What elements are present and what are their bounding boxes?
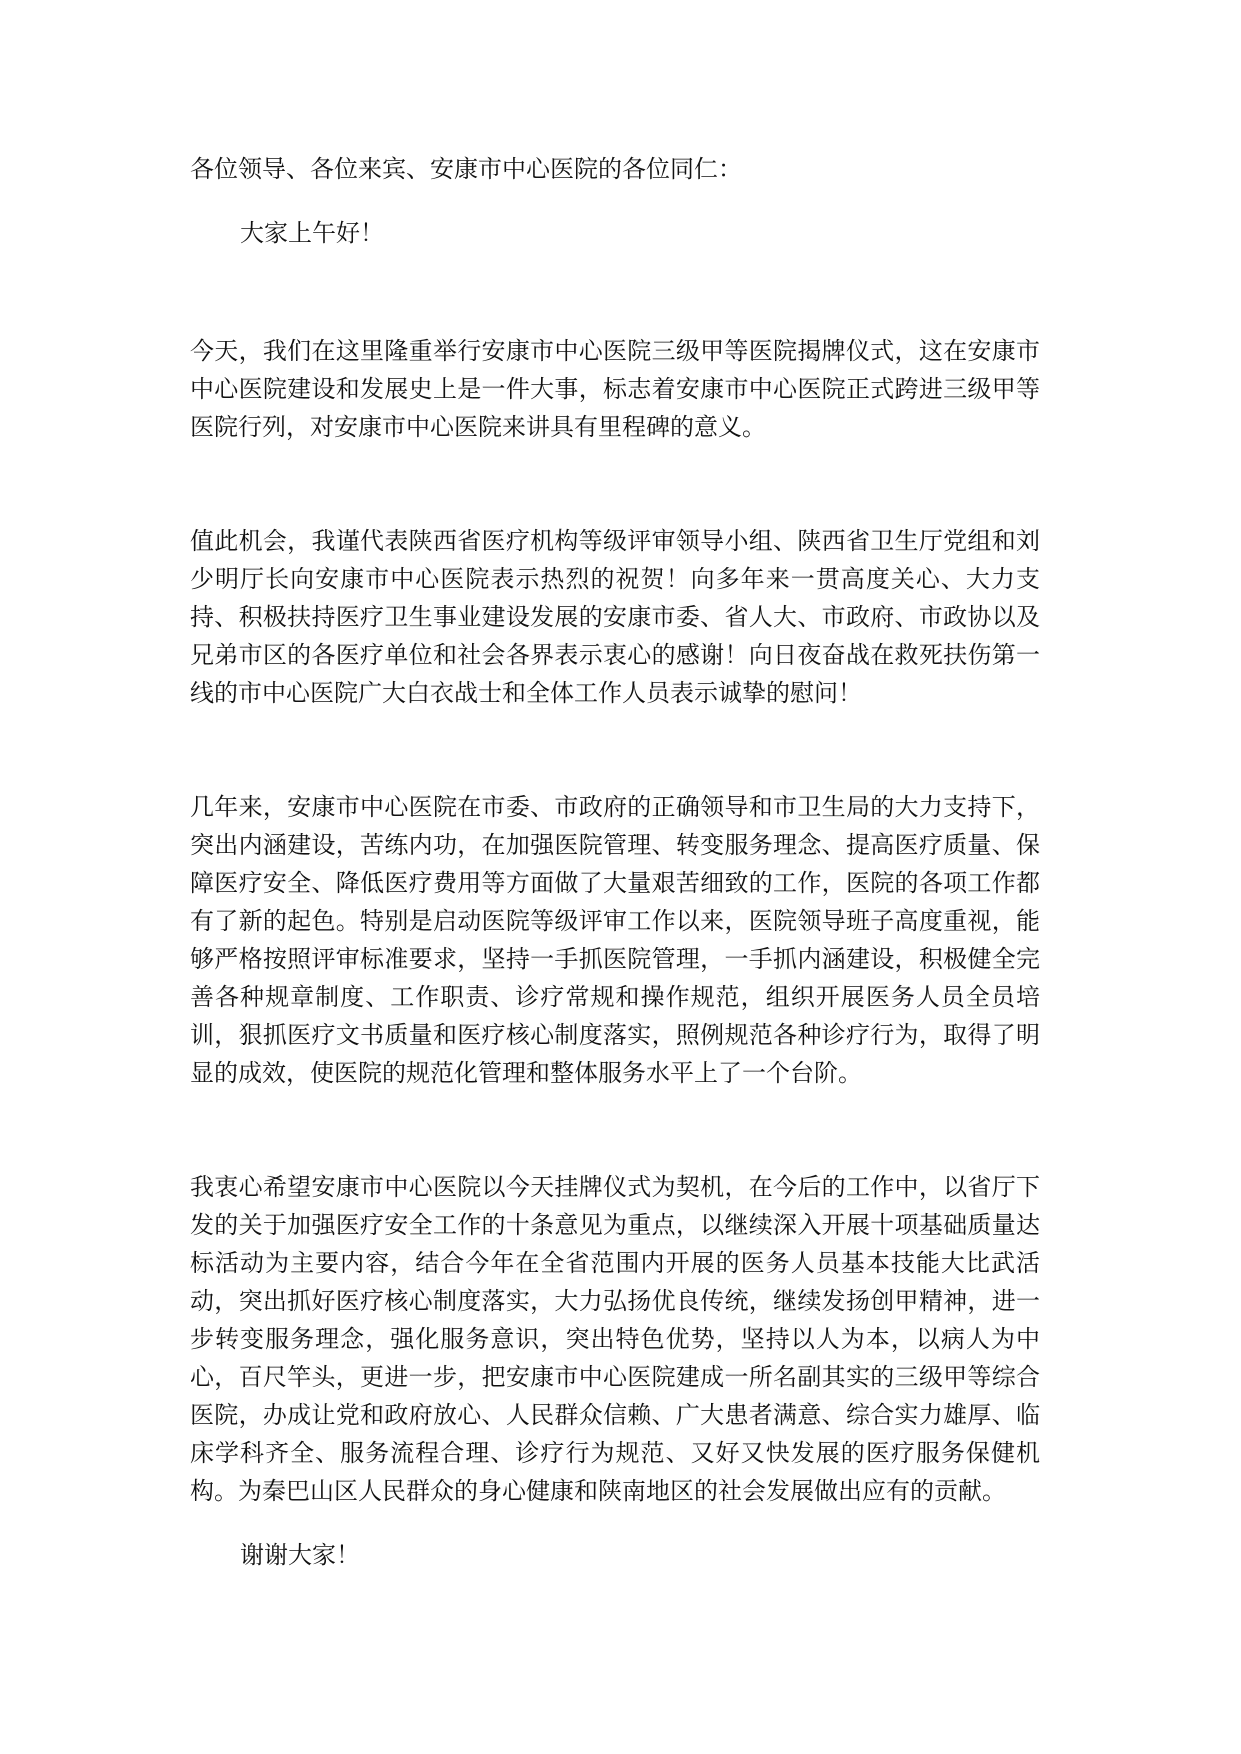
paragraph-3: 几年来，安康市中心医院在市委、市政府的正确领导和市卫生局的大力支持下，突出内涵建设，苦练内功，在加强医院管理、转变服务理念、提高医疗质量、保障医疗安全、降低医疗费用等方面做了大量艰苦细致的工作，医院的各项工作都有了新的起色。特别是启动医院等级评审工作以来，医院领导班子高度重视，能够严格按照评审标准要求，坚持一手抓医院管理，一手抓内涵建设，积极健全完善各种规章制度、工作职责、诊疗常规和操作规范，组织开展医务人员全员培训，狠抓医疗文书质量和医疗核心制度落实，照例规范各种诊疗行为，取得了明显的成效，使医院的规范化管理和整体服务水平上了一个台阶。 [190,793,1040,1087]
greeting: 大家上午好！ [240,219,384,247]
paragraph-2: 值此机会，我谨代表陕西省医疗机构等级评审领导小组、陕西省卫生厅党组和刘少明厅长向安康市中心医院表示热烈的祝贺！向多年来一贯高度关心、大力支持、积极扶持医疗卫生事业建设发展的安康市委、省人大、市政府、市政协以及兄弟市区的各医疗单位和社会各界表示衷心的感谢！向日夜奋战在救死扶伤第一线的市中心医院广大白衣战士和全体工作人员表示诚挚的慰问！ [190,527,1040,707]
paragraph-1: 今天，我们在这里隆重举行安康市中心医院三级甲等医院揭牌仪式，这在安康市中心医院建设和发展史上是一件大事，标志着安康市中心医院正式跨进三级甲等医院行列，对安康市中心医院来讲具有里程碑的意义。 [190,337,1040,441]
paragraph-4: 我衷心希望安康市中心医院以今天挂牌仪式为契机，在今后的工作中，以省厅下发的关于加强医疗安全工作的十条意见为重点，以继续深入开展十项基础质量达标活动为主要内容，结合今年在全省范围内开展的医务人员基本技能大比武活动，突出抓好医疗核心制度落实，大力弘扬优良传统，继续发扬创甲精神，进一步转变服务理念，强化服务意识，突出特色优势，坚持以人为本，以病人为中心，百尺竿头，更进一步，把安康市中心医院建成一所名副其实的三级甲等综合医院，办成让党和政府放心、人民群众信赖、广大患者满意、综合实力雄厚、临床学科齐全、服务流程合理、诊疗行为规范、又好又快发展的医疗服务保健机构。为秦巴山区人民群众的身心健康和陕南地区的社会发展做出应有的贡献。 [190,1173,1040,1505]
salutation: 各位领导、各位来宾、安康市中心医院的各位同仁： [190,155,742,183]
closing: 谢谢大家！ [240,1541,360,1569]
document-body [190,150,1040,1574]
